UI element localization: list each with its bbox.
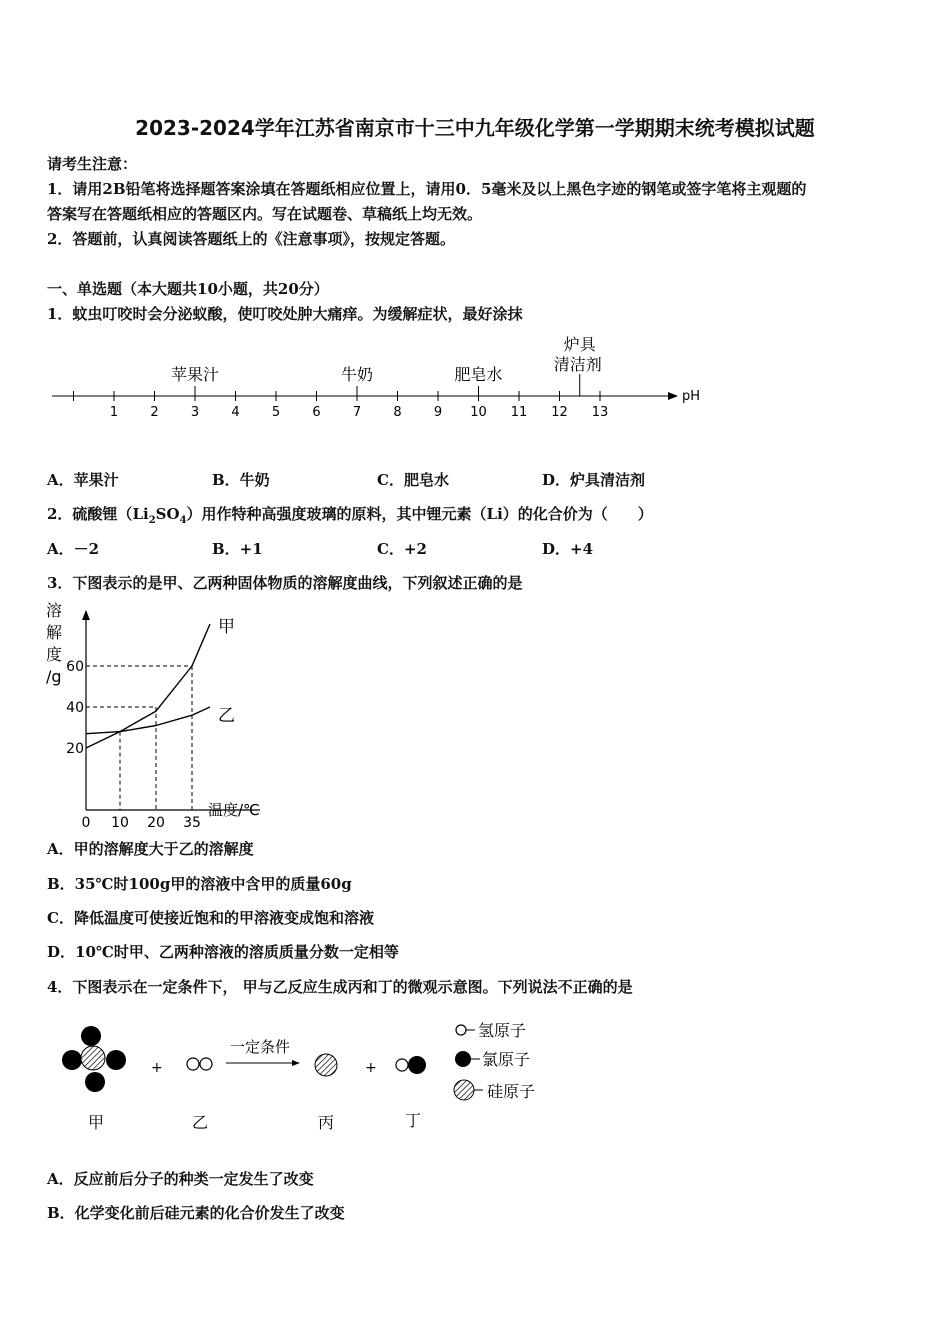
reaction-diagram xyxy=(50,1010,570,1140)
ph-tick-label-1: 1 xyxy=(109,405,119,420)
ph-tick-label-9: 9 xyxy=(433,405,443,420)
y-label-line-1: 解 xyxy=(46,623,63,642)
y-label-line-3: /g xyxy=(46,667,62,686)
x-tick-35: 35 xyxy=(183,815,201,828)
y-tick-40: 40 xyxy=(66,700,84,716)
q3-option-c[interactable]: C．降低温度可使接近饱和的甲溶液变成饱和溶液 xyxy=(47,909,374,927)
reaction-condition: 一定条件 xyxy=(230,1038,291,1056)
plus-sign-2: + xyxy=(365,1060,377,1076)
q3-option-d[interactable]: D．10℃时甲、乙两种溶液的溶质质量分数一定相等 xyxy=(47,943,399,961)
y-label-line-0: 溶 xyxy=(46,601,63,620)
q1-option-b[interactable]: B．牛奶 xyxy=(212,471,270,489)
q4-option-b[interactable]: B．化学变化前后硅元素的化合价发生了改变 xyxy=(47,1204,345,1222)
ph-tick-label-5: 5 xyxy=(271,405,281,420)
x-tick-20: 20 xyxy=(147,815,165,828)
q2-stem-b: SO xyxy=(155,505,180,523)
ph-item-label-2: 肥皂水 xyxy=(454,365,503,384)
guide-lines xyxy=(86,666,192,810)
ph-item-label-0: 苹果汁 xyxy=(170,365,220,384)
series-line-1 xyxy=(86,707,210,734)
q2-sub-1: 2 xyxy=(148,515,156,526)
q3-option-b[interactable]: B．35℃时100g甲的溶液中含甲的质量60g xyxy=(47,875,352,893)
ph-axis-label: pH xyxy=(682,389,701,404)
molecule-bing xyxy=(315,1054,337,1076)
notice-line-1a: 1．请用2B铅笔将选择题答案涂填在答题纸相应位置上，请用0．5毫米及以上黑色字迹的钢笔或签字笔将主观题的 xyxy=(47,180,807,198)
q1-stem: 1．蚊虫叮咬时会分泌蚁酸，使叮咬处肿大痛痒。为缓解症状，最好涂抹 xyxy=(47,305,523,323)
q3-stem: 3．下图表示的是甲、乙两种固体物质的溶解度曲线，下列叙述正确的是 xyxy=(47,574,523,592)
section-heading: 一、单选题（本大题共10小题，共20分） xyxy=(47,280,329,298)
label-bing: 丙 xyxy=(318,1113,335,1132)
ph-tick-label-6: 6 xyxy=(312,405,321,420)
y-tick-60: 60 xyxy=(66,659,84,675)
q2-stem-c: ）用作特种高强度玻璃的原料，其中锂元素（Li）的化合价为（ ） xyxy=(186,505,653,523)
ph-item-label-1: 牛奶 xyxy=(340,365,374,384)
q2-option-d[interactable]: D．+4 xyxy=(542,540,594,558)
ph-tick-label-13: 13 xyxy=(591,405,609,420)
x-axis-label: 温度/℃ xyxy=(208,801,260,819)
q2-sub-2: 4 xyxy=(179,515,187,526)
series-line-0 xyxy=(86,624,210,748)
ph-tick-label-7: 7 xyxy=(352,405,362,420)
legend-chlorine: 氯原子 xyxy=(482,1050,531,1069)
ph-item-label-3-line2: 清洁剂 xyxy=(553,355,602,374)
x-tick-10: 10 xyxy=(111,815,129,828)
ph-tick-label-11: 11 xyxy=(510,405,528,420)
molecule-yi xyxy=(187,1058,212,1070)
q1-option-c[interactable]: C．肥皂水 xyxy=(377,471,449,489)
notice-line-1b: 答案写在答题纸相应的答题区内。写在试题卷、草稿纸上均无效。 xyxy=(47,205,483,223)
ph-ticks xyxy=(74,391,609,420)
q1-option-d[interactable]: D．炉具清洁剂 xyxy=(542,471,646,489)
x-tick-0: 0 xyxy=(81,815,91,828)
hydrogen-legend-icon xyxy=(456,1025,466,1035)
ph-items xyxy=(171,335,602,396)
q3-option-a[interactable]: A．甲的溶解度大于乙的溶解度 xyxy=(47,840,254,858)
ph-tick-label-4: 4 xyxy=(231,405,240,420)
notice-line-2: 2．答题前，认真阅读答题纸上的《注意事项》，按规定答题。 xyxy=(47,230,455,248)
molecule-jia xyxy=(62,1026,126,1092)
q4-stem: 4．下图表示在一定条件下， 甲与乙反应生成丙和丁的微观示意图。下列说法不正确的是 xyxy=(47,978,633,996)
arrow-icon xyxy=(292,1060,300,1066)
series-group xyxy=(86,617,235,748)
legend-hydrogen: 氢原子 xyxy=(478,1021,527,1040)
y-label-line-2: 度 xyxy=(46,645,63,664)
legend xyxy=(454,1021,535,1101)
ph-item-label-3-line1: 炉具 xyxy=(563,335,596,354)
ph-tick-label-3: 3 xyxy=(190,405,200,420)
ph-tick-label-2: 2 xyxy=(150,405,159,420)
plus-sign-1: + xyxy=(151,1060,163,1076)
molecule-ding xyxy=(396,1056,426,1074)
label-ding: 丁 xyxy=(405,1111,422,1130)
ph-tick-label-12: 12 xyxy=(551,405,568,420)
chlorine-legend-icon xyxy=(455,1051,471,1067)
y-tick-20: 20 xyxy=(66,741,84,757)
label-yi: 乙 xyxy=(192,1113,209,1132)
ph-tick-label-8: 8 xyxy=(393,405,402,420)
q2-stem xyxy=(47,503,653,526)
ph-tick-label-10: 10 xyxy=(470,405,487,420)
page-title: 2023-2024学年江苏省南京市十三中九年级化学第一学期期末统考模拟试题 xyxy=(135,116,815,140)
label-jia: 甲 xyxy=(88,1113,105,1132)
series-label-1: 乙 xyxy=(218,706,235,726)
q2-stem-a: 2．硫酸锂（Li xyxy=(47,505,149,523)
legend-silicon: 硅原子 xyxy=(487,1082,536,1101)
notice-heading: 请考生注意： xyxy=(47,155,138,173)
solubility-chart xyxy=(40,598,280,828)
q4-option-a[interactable]: A．反应前后分子的种类一定发生了改变 xyxy=(47,1170,314,1188)
silicon-legend-icon xyxy=(454,1080,474,1100)
y-axis-label xyxy=(46,601,62,686)
q2-option-c[interactable]: C．+2 xyxy=(377,540,427,558)
q2-option-a[interactable]: A．－2 xyxy=(47,540,100,558)
q1-option-a[interactable]: A．苹果汁 xyxy=(47,471,119,489)
q2-option-b[interactable]: B．+1 xyxy=(212,540,263,558)
series-label-0: 甲 xyxy=(218,617,235,637)
ph-scale-figure xyxy=(48,330,708,425)
